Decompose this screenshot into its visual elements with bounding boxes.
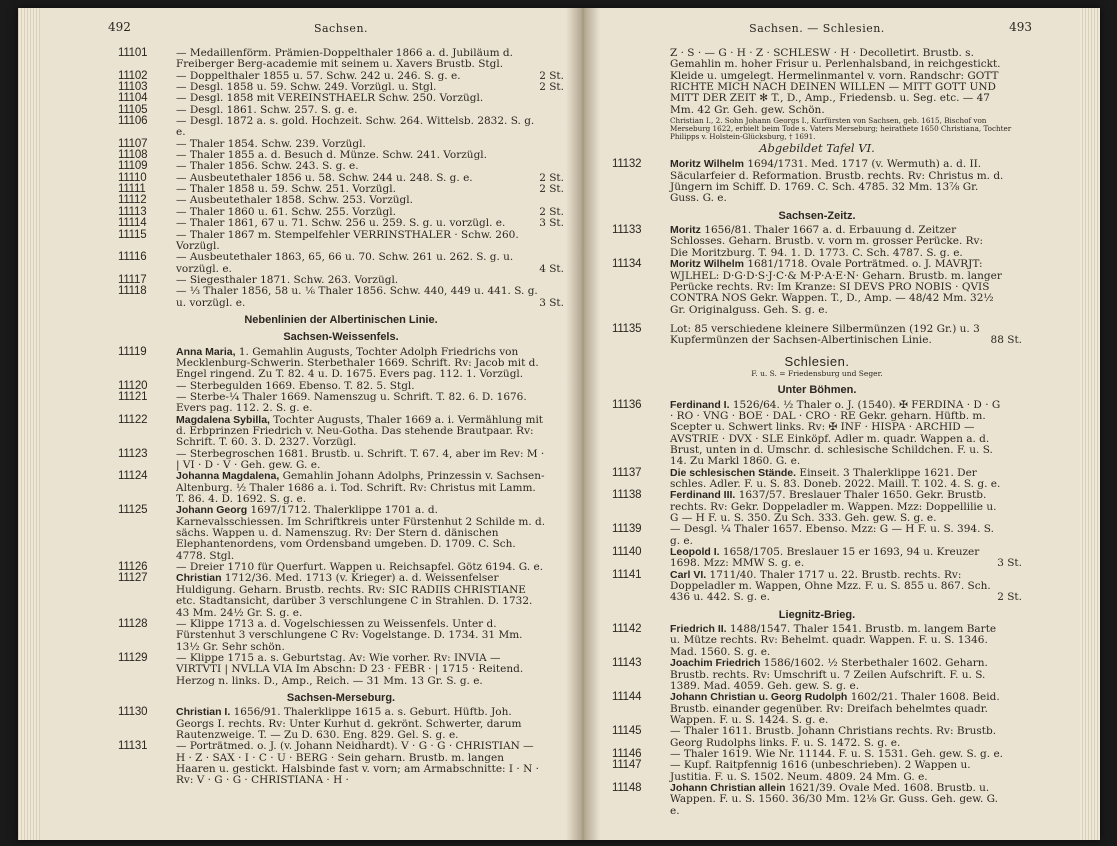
lot-description	[670, 726, 1022, 749]
ruler-name: Christian	[176, 572, 222, 585]
ruler-name: Die schlesischen Stände.	[670, 466, 797, 479]
lot-description	[176, 505, 564, 562]
lot-number: 11107	[118, 137, 148, 150]
lot-text: — Klippe 1713 a. d. Vogelschiessen zu Weissenfels. Unter d. Fürstenhut 3 verschlungene C Rv: Vogelstange. D. 1734. 31 Mm. 13½ Gr. Sehr schön.	[176, 617, 523, 653]
section-heading: Sachsen-Merseburg.	[286, 691, 396, 704]
lot-text: — Desgl. 1872 a. s. gold. Hochzeit. Schw. 264. Wittelsb. 2832. S. g. e.	[176, 115, 535, 139]
lot-description	[670, 624, 1022, 658]
lot-description	[176, 392, 564, 415]
right-page	[612, 20, 1032, 817]
lot-number: 11132	[612, 158, 642, 171]
lot-number: 11105	[118, 103, 148, 116]
catalog-entry-continued	[612, 48, 1022, 141]
catalog-entry	[612, 570, 1022, 604]
lot-text: — Sterbe-¼ Thaler 1669. Namenszug u. Schrift. T. 82. 6. D. 1676. Evers pag. 112. 2. S. g. e.	[176, 390, 527, 415]
catalog-entry	[118, 471, 564, 505]
ruler-name: Moritz	[670, 224, 701, 237]
lot-number: 11138	[612, 489, 642, 502]
catalog-entry	[118, 653, 564, 687]
lot-description	[176, 230, 564, 253]
lot-description	[176, 48, 564, 71]
lot-text: — Desgl. ¼ Thaler 1657. Ebenso. Mzz: G — H F. u. S. 394. S. g. e.	[670, 523, 994, 547]
catalog-entry	[118, 449, 564, 472]
lot-text: — Thaler 1867 m. Stempelfehler VERRINSTHALER · Schw. 260. Vorzügl.	[176, 228, 519, 252]
lot-text: — Ausbeutethaler 1858. Schw. 253. Vorzügl.	[176, 194, 413, 207]
lot-description	[176, 471, 564, 505]
catalog-entry	[118, 573, 564, 618]
lot-quantity: 2 St.	[997, 591, 1022, 604]
running-title: Sachsen.	[313, 22, 369, 35]
lot-number: 11110	[118, 171, 147, 184]
lot-text: 1697/1712. Thalerklippe 1701 a. d. Karnevalsschiessen. Im Schriftkreis unter Fürstenhut 2 Schilde m. d. sächs. Wappen u. d. Namenszug. Rv: Der Stern d. dänischen Elephantenordens, vom Ordensband umgeben. D. 1709. C. Sch. 4778. Stgl.	[176, 504, 546, 562]
ruler-name: Friedrich II.	[670, 623, 727, 636]
lot-quantity: 3 St.	[539, 217, 564, 230]
lot-number: 11146	[612, 747, 642, 760]
lot-number: 11125	[118, 504, 148, 517]
lot-number: 11119	[118, 345, 147, 358]
lot-text: — Thaler 1611. Brustb. Johann Christians rechts. Rv: Brustb. Georg Rudolphs links. F. u. S. 1472. S. g. e.	[670, 725, 997, 749]
lot-description	[176, 286, 564, 309]
lot-number: 11144	[612, 691, 642, 704]
lot-number: 11123	[118, 447, 148, 460]
ruler-name: Ferdinand I.	[670, 398, 730, 411]
catalog-entry	[612, 524, 1022, 547]
lot-number: 11137	[612, 466, 642, 479]
lot-text: — Klippe 1715 a. s. Geburtstag. Av: Wie vorher. Rv: INVIA — VIRTVTI | NVLLA VIA Im Abschn: D 23 · FEBR · | 1715 · Reitend. Herzog n. links. D., Amp., Reich. — 31 Mm. 13 Gr. S. g. e.	[176, 651, 524, 687]
catalog-entry	[118, 392, 564, 415]
lot-number: 11140	[612, 546, 642, 559]
lot-number: 11127	[118, 572, 148, 585]
catalog-entry	[612, 225, 1022, 259]
lot-quantity: 2 St.	[539, 205, 564, 218]
lot-description	[176, 707, 564, 741]
lot-number: 11126	[118, 561, 148, 574]
lot-number: 11147	[612, 759, 642, 772]
lot-number: 11134	[612, 258, 642, 271]
lot-text: 1656/81. Thaler 1667 a. d. Erbauung d. Zeitzer Schlosses. Geharn. Brustb. v. vorn m. grosser Perücke. Rv: Die Moritzburg. T. 94. 1. D. 1773. C. Sch. 4787. S. g. e.	[670, 224, 984, 259]
chapter-heading: Schlesien.	[784, 353, 850, 369]
lot-text: 1694/1731. Med. 1717 (v. Wermuth) a. d. II. Säcularfeier d. Reformation. Brustb. rechts. Rv: Christus m. d. Jüngern im Schiff. D. 1769. C. Sch. 4785. 32 Mm. 13⅞ Gr. Guss. G. e.	[670, 158, 1004, 205]
lot-description	[176, 449, 564, 472]
lot-text: — Thaler 1861, 67 u. 71. Schw. 256 u. 259. S. g. u. vorzügl. e.	[176, 217, 506, 230]
catalog-entry	[118, 347, 564, 381]
lot-text: — Doppelthaler 1855 u. 57. Schw. 242 u. 246. S. g. e.	[176, 69, 461, 82]
section-heading: Sachsen-Weissenfels.	[283, 331, 399, 344]
lot-text: — Dreier 1710 für Querfurt. Wappen u. Reichsapfel. Götz 6194. G. e.	[176, 561, 544, 574]
lot-text: Lot: 85 verschiedene kleinere Silbermünzen (192 Gr.) u. 3 Kupfermünzen der Sachsen-Albertinischen Linie.	[670, 322, 980, 347]
lot-number: 11115	[118, 228, 147, 241]
lot-text: — Thaler 1855 a. d. Besuch d. Münze. Schw. 241. Vorzügl.	[176, 149, 487, 162]
lot-text: 1. Gemahlin Augusts, Tochter Adolph Friedrichs von Mecklenburg-Schwerin. Sterbethaler 1669. Schrift. Rv: Jacob mit d. Engel ringend. Zu T. 82. 4 u. D. 1675. Evers pag. 112. 1. Vorzügl.	[176, 345, 539, 381]
lot-number: 11124	[118, 470, 148, 483]
section-heading: Nebenlinien der Albertinischen Linie.	[244, 313, 438, 326]
lot-description	[670, 400, 1022, 468]
lot-text: — Ausbeutethaler 1863, 65, 66 u. 70. Schw. 261 u. 262. S. g. u. vorzügl. e.	[176, 251, 514, 275]
lot-quantity: 2 St.	[539, 81, 564, 94]
lot-number: 11128	[118, 617, 148, 630]
catalog-entry	[118, 252, 564, 275]
lot-text: — Sterbegroschen 1681. Brustb. u. Schrift. T. 67. 4, aber im Rev: M · | VI · D · V · Geh. gew. G. e.	[176, 447, 545, 472]
catalog-entry	[612, 658, 1022, 692]
catalog-entry	[118, 505, 564, 562]
lot-text: — Desgl. 1858 u. 59. Schw. 249. Vorzügl. u. Stgl.	[176, 81, 437, 94]
lot-description	[176, 619, 564, 653]
lot-text: — Medaillenförm. Prämien-Doppelthaler 1866 a. d. Jubiläum d. Freiberger Berg-academie mit seinem u. Xavers Brustb. Stgl.	[176, 47, 513, 71]
lot-description	[176, 347, 564, 381]
page-number: 493	[1009, 20, 1032, 34]
lot-number: 11120	[118, 379, 148, 392]
lot-text: — Thaler 1854. Schw. 239. Vorzügl.	[176, 137, 366, 150]
lot-description	[670, 570, 1022, 604]
lot-text: — Kupf. Raitpfennig 1616 (unbeschrieben). 2 Wappen u. Justitia. F. u. S. 1502. Neum. 4809. 24 Mm. G. e.	[670, 759, 971, 783]
lot-text: 1586/1602. ½ Sterbethaler 1602. Geharn. Brustb. rechts. Rv: Umschrift u. 7 Zeilen Aufschrift. F. u. S. 1389. Mad. 4059. Geh. gew. S. g. e.	[670, 657, 988, 692]
catalog-entry	[118, 48, 564, 71]
catalog-entry	[118, 230, 564, 253]
lot-text: Z · S · — G · H · Z · SCHLESW · H · Decolletirt. Brustb. s. Gemahlin m. hoher Frisur u. Perlenhalsband, in reichgestickt. Kleide u. umgelegt. Hermelinmantel v. vorn. Randschr: GOTT RICHTE MICH NACH DEINEN WILLEN — MITT GOTT UND MITT DER ZEIT ✻ T., D., Amp., Friedensb. u. Seg. etc. — 47 Mm. 42 Gr. Geh. gew. Schön.	[670, 47, 1001, 116]
lot-quantity: 3 St.	[539, 296, 564, 309]
ruler-name: Carl VI.	[670, 568, 707, 581]
lot-text: — ⅓ Thaler 1856, 58 u. ⅙ Thaler 1856. Schw. 440, 449 u. 441. S. g. u. vorzügl. e.	[176, 285, 538, 309]
lot-number: 11133	[612, 224, 642, 237]
lot-text: 1637/57. Breslauer Thaler 1650. Gekr. Brustb. rechts. Rv: Gekr. Doppeladler m. Wappen. Mzz: Doppellilie u. G — H F. u. S. 350. Zu Sch. 333. Geh. gew. S. g. e.	[670, 489, 997, 525]
lot-text: Tochter Augusts, Thaler 1669 a. i. Vermählung mit d. Erbprinzen Friedrich v. Neu-Gotha. Das stehende Brautpaar. Rv: Schrift. T. 60. 3. D. 2327. Vorzügl.	[176, 413, 544, 449]
lot-description	[670, 225, 1022, 259]
right-running-head	[612, 20, 1032, 38]
lot-number: 11131	[118, 740, 148, 753]
lot-number: 11102	[118, 69, 148, 82]
plate-reference: Abgebildet Tafel VI.	[759, 141, 875, 156]
book-gutter	[566, 8, 600, 840]
lot-text: Einseit. 3 Thalerklippe 1621. Der schles. Adler. F. u. S. 83. Doneb. 2022. Maill. T. 102. 4. S. g. e.	[670, 466, 1001, 490]
lot-description	[670, 524, 1022, 547]
lot-description	[670, 159, 1022, 204]
lot-number: 11111	[118, 183, 146, 196]
catalog-entry	[612, 400, 1022, 468]
catalog-entry	[118, 741, 564, 786]
lot-text: — Desgl. 1858 mit VEREINSTHAELR Schw. 250. Vorzügl.	[176, 92, 484, 105]
lot-number: 11142	[612, 623, 642, 636]
lot-description	[670, 692, 1022, 726]
lot-text: — Thaler 1858 u. 59. Schw. 251. Vorzügl.	[176, 183, 396, 196]
catalog-entry	[612, 468, 1022, 491]
ruler-name: Moritz Wilhelm	[670, 158, 744, 171]
lot-text: 1488/1547. Thaler 1541. Brustb. m. langem Barte u. Mütze rechts. Rv: Behelmt. quadr. Wappen. F. u. S. 1346. Mad. 1560. S. g. e.	[670, 623, 997, 658]
lot-quantity: 88 St.	[990, 334, 1022, 347]
lot-number: 11130	[118, 706, 148, 719]
lot-description	[670, 259, 1022, 316]
lot-number: 11104	[118, 92, 148, 105]
page-edges-right	[1080, 8, 1100, 840]
ruler-name: Moritz Wilhelm	[670, 258, 744, 271]
lot-number: 11108	[118, 149, 148, 162]
lot-description	[670, 760, 1022, 783]
catalog-entry	[612, 692, 1022, 726]
lot-description	[176, 573, 564, 618]
section-heading: Unter Böhmen.	[777, 384, 857, 397]
lot-number: 11113	[118, 205, 147, 218]
lot-quantity: 2 St.	[539, 171, 564, 184]
catalog-entry	[612, 547, 1022, 570]
lot-text: 1656/91. Thalerklippe 1615 a. s. Geburt. Hüftb. Joh. Georgs I. rechts. Rv: Unter Kurhut d. gekrönt. Schwerter, darum Rautenzweige. T. — Zu D. 630. Eng. 829. Gel. S. g. e.	[176, 706, 522, 741]
lot-quantity: 3 St.	[997, 557, 1022, 570]
lot-text: — Siegesthaler 1871. Schw. 263. Vorzügl.	[176, 273, 399, 286]
page-number: 492	[108, 20, 131, 34]
lot-text: 1681/1718. Ovale Porträtmed. o. J. MAVRJT: WJLHEL: D·G·D·S·J·C·& M·P·A·E·N· Geharn. Brustb. m. langer Perücke rechts. Rv: Im Kranze: SI DEVS PRO NOBIS · QVIS CONTRA NOS Gekr. Wappen. T., D., Amp. — 48/42 Mm. 32½ Gr. Originalguss. Geh. S. g. e.	[670, 258, 1002, 316]
lot-description	[176, 741, 564, 786]
footnote: Christian I., 2. Sohn Johann Georgs I., Kurfürsten von Sachsen, geb. 1615, Bischof von Merseburg 1622, erbielt beim Tode s. Vaters Merseburg; heirathete 1650 Christiana, Tochter Philipps v. Holstein-Glücksburg, † 1691.	[670, 116, 1012, 142]
catalog-entry	[612, 159, 1022, 204]
lot-number: 11103	[118, 81, 148, 94]
left-page	[108, 20, 564, 787]
lot-description	[176, 415, 564, 449]
ruler-name: Anna Maria,	[176, 345, 236, 358]
lot-number: 11143	[612, 657, 642, 670]
ruler-name: Johanna Magdalena,	[176, 470, 280, 483]
ruler-name: Leopold I.	[670, 546, 720, 559]
lot-quantity: 4 St.	[539, 262, 564, 275]
lot-text: — Porträtmed. o. J. (v. Johann Neidhardt). V · G · G · CHRISTIAN — H · Z · SAX · I · C · U · BERG · Sein geharn. Brustb. m. langen Haaren u. gestickt. Halsbinde fast v. vorn; am Armabschnitte: I · N · Rv: V · G · G · CHRISTIANA · H ·	[176, 740, 539, 787]
catalog-entry	[118, 619, 564, 653]
lot-number: 11148	[612, 781, 642, 794]
lot-description	[670, 658, 1022, 692]
ruler-name: Christian I.	[176, 706, 231, 719]
lot-text: — Ausbeutethaler 1856 u. 58. Schw. 244 u. 248. S. g. e.	[176, 171, 473, 184]
lot-text: 1526/64. ½ Thaler o. J. (1540). ✠ FERDINA · D · G · RO · VNG · BOE · DAL · CRO · RE Gekr. geharn. Hüftb. m. Scepter u. Schwert links. Rv: ✠ INF · HISPA · ARCHID — AVSTRIE · DVX · SLE Einköpf. Adler m. quadr. Wappen a. d. Brust, unten in d. Umschr. d. schlesische Schildchen. F. u. S. 14. Zu Markl 1860. G. e.	[670, 398, 1001, 468]
lot-description	[670, 324, 1022, 347]
lot-text: 1658/1705. Breslauer 15 er 1693, 94 u. Kreuzer 1698. Mzz: MMW S. g. e.	[670, 546, 980, 570]
ruler-name: Joachim Friedrich	[670, 657, 761, 670]
lot-text: Gemahlin Johann Adolphs, Prinzessin v. Sachsen-Altenburg. ½ Thaler 1686 a. i. Tod. Schrift. Rv: Christus mit Lamm. T. 86. 4. D. 1692. S. g. e.	[176, 470, 545, 506]
lot-description	[176, 116, 564, 139]
catalog-entry	[118, 707, 564, 741]
page-edges-left	[18, 8, 40, 840]
lot-text: — Thaler 1619. Wie Nr. 11144. F. u. S. 1531. Geh. gew. S. g. e.	[670, 747, 1004, 760]
ruler-name: Johann Christian allein	[670, 781, 786, 794]
lot-text: — Desgl. 1861. Schw. 257. S. g. e.	[176, 103, 358, 116]
lot-description	[670, 490, 1022, 524]
lot-number: 11145	[612, 725, 642, 738]
lot-number: 11106	[118, 115, 148, 128]
catalog-entry	[118, 286, 564, 309]
lot-description	[670, 547, 1022, 570]
lot-text: — Sterbegulden 1669. Ebenso. T. 82. 5. Stgl.	[176, 379, 415, 392]
lot-number: 11112	[118, 194, 147, 207]
lot-description	[176, 653, 564, 687]
lot-number: 11139	[612, 523, 642, 536]
section-heading: Sachsen-Zeitz.	[778, 209, 856, 222]
lot-number: 11121	[118, 390, 148, 403]
lot-quantity: 2 St.	[539, 69, 564, 82]
catalog-entry	[118, 415, 564, 449]
right-page-content	[612, 48, 1022, 817]
catalog-entry	[612, 259, 1022, 316]
catalog-entry	[612, 760, 1022, 783]
lot-number: 11129	[118, 651, 148, 664]
open-book	[18, 8, 1100, 840]
lot-number: 11117	[118, 273, 147, 286]
lot-text: 1711/40. Thaler 1717 u. 22. Brustb. rechts. Rv: Doppeladler m. Wappen, Ohne Mzz. F. u. S. 855 u. 867. Sch. 436 u. 442. S. g. e.	[670, 568, 991, 604]
catalog-entry	[612, 490, 1022, 524]
lot-number: 11101	[118, 47, 148, 59]
left-page-content	[118, 48, 564, 787]
ruler-name: Ferdinand III.	[670, 489, 736, 502]
catalog-entry	[612, 324, 1022, 347]
left-running-head	[108, 20, 564, 38]
running-title: Sachsen. — Schlesien.	[749, 22, 885, 35]
catalog-entry	[612, 783, 1022, 817]
lot-quantity: 2 St.	[539, 183, 564, 196]
lot-number: 11118	[118, 285, 147, 298]
catalog-entry	[118, 116, 564, 139]
lot-text: 1621/39. Ovale Med. 1608. Brustb. u. Wappen. F. u. S. 1560. 36/30 Mm. 12⅛ Gr. Guss. Geh. gew. G. e.	[670, 781, 999, 817]
ruler-name: Magdalena Sybilla,	[176, 413, 270, 426]
lot-number: 11141	[612, 568, 642, 581]
lot-number: 11135	[612, 322, 642, 335]
lot-text: 1712/36. Med. 1713 (v. Krieger) a. d. Weissenfelser Huldigung. Geharn. Brustb. rechts. Rv: SIC RADIIS CHRISTIANE etc. Stadtansicht, darüber 3 verschlungene C in Strahlen. D. 1732. 43 Mm. 24½ Gr. S. g. e.	[176, 572, 533, 619]
catalog-entry	[612, 624, 1022, 658]
lot-number: 11114	[118, 217, 147, 230]
lot-description	[670, 468, 1022, 491]
lot-description	[176, 252, 564, 275]
lot-number: 11116	[118, 251, 147, 264]
lot-text: 1602/21. Thaler 1608. Beid. Brustb. einander gegenüber. Rv: Dreifach behelmtes quadr. Wappen. F. u. S. 1424. S. g. e.	[670, 691, 1000, 726]
lot-number: 11122	[118, 413, 148, 426]
lot-description	[670, 783, 1022, 817]
lot-number: 11109	[118, 160, 148, 173]
abbreviation-note: F. u. S. = Friedensburg und Seger.	[751, 368, 883, 378]
section-heading: Liegnitz-Brieg.	[778, 608, 856, 621]
lot-number: 11136	[612, 398, 642, 411]
ruler-name: Johann Georg	[176, 504, 248, 517]
lot-text: — Thaler 1860 u. 61. Schw. 255. Vorzügl.	[176, 205, 396, 218]
catalog-entry	[612, 726, 1022, 749]
lot-text: — Thaler 1856. Schw. 243. S. g. e.	[176, 160, 359, 173]
ruler-name: Johann Christian u. Georg Rudolph	[670, 691, 848, 704]
